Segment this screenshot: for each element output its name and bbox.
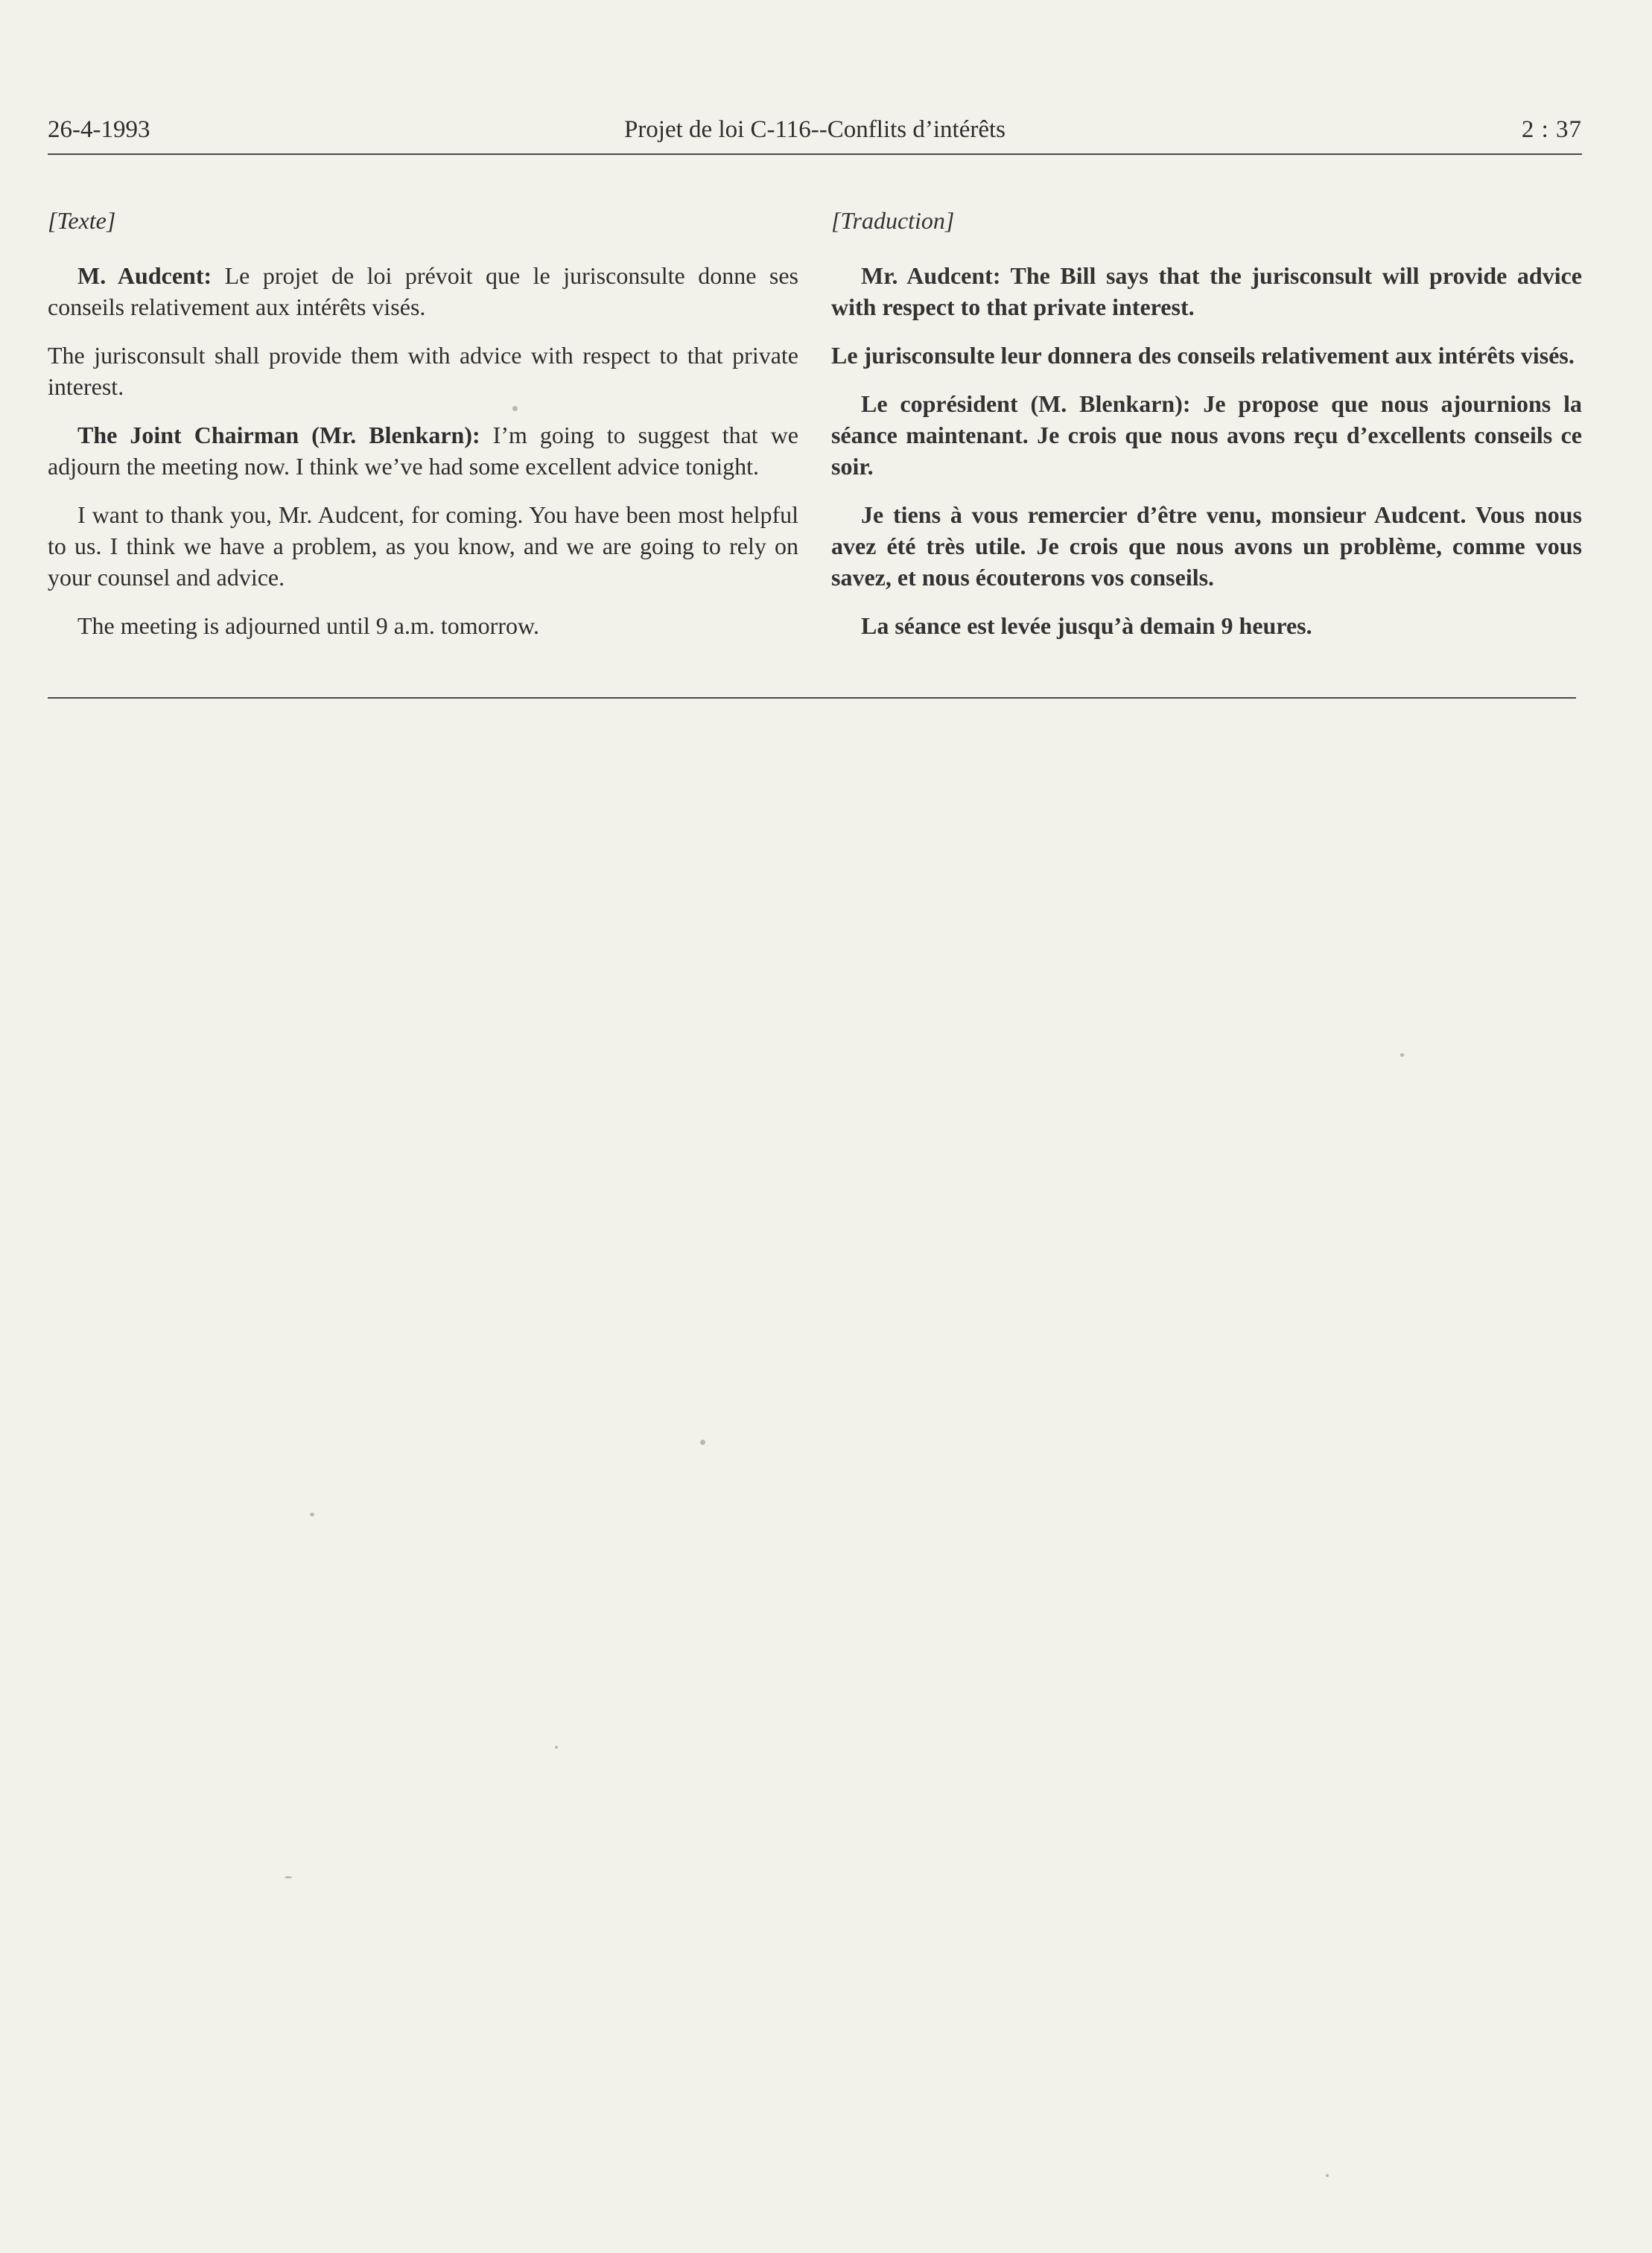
paragraph-text: The Bill says that the jurisconsult will provide advice with respect to that private interest. <box>831 262 1583 320</box>
paragraph-text: The jurisconsult shall provide them with advice with respect to that private interest. <box>48 342 798 400</box>
paragraph <box>48 610 798 641</box>
paragraph <box>831 340 1582 371</box>
paragraph <box>48 260 798 322</box>
paragraph <box>831 610 1582 641</box>
scan-speck <box>1326 2174 1329 2177</box>
header-date: 26-4-1993 <box>48 116 150 143</box>
speaker-name: Mr. Audcent: <box>861 262 1001 289</box>
paragraph-text: Je propose que nous ajournions la séance maintenant. Je crois que nous avons reçu d’excellents conseils ce soir. <box>831 390 1582 480</box>
paragraph <box>48 340 798 402</box>
right-column-translation-text <box>831 205 1582 658</box>
paragraph <box>831 260 1582 322</box>
paragraph <box>831 499 1582 593</box>
section-label-traduction: [Traduction] <box>831 207 955 234</box>
end-of-text-rule <box>48 697 1576 699</box>
left-column-english-french-text <box>48 205 798 658</box>
scan-speck <box>512 406 518 411</box>
scan-speck <box>700 1440 705 1445</box>
paragraph-text: Le projet de loi prévoit que le jurisconsulte donne ses conseils relativement aux intérêts visés. <box>48 262 799 320</box>
speaker-name: M. Audcent: <box>77 262 212 289</box>
header-rule <box>48 153 1582 155</box>
speaker-name: The Joint Chairman (Mr. Blenkarn): <box>77 422 480 448</box>
scan-speck <box>285 1876 292 1878</box>
section-label-texte: [Texte] <box>48 207 116 234</box>
page-header <box>48 110 1582 149</box>
paragraph-text: I’m going to suggest that we adjourn the meeting now. I think we’ve had some excellent advice tonight. <box>48 422 799 480</box>
paragraph <box>48 499 798 593</box>
scan-speck <box>310 1513 314 1516</box>
paragraph-text: The meeting is adjourned until 9 a.m. tomorrow. <box>77 612 540 639</box>
paragraph-text: I want to thank you, Mr. Audcent, for coming. You have been most helpful to us. I think we have a problem, as you know, and we are going to rely on your counsel and advice. <box>48 501 798 591</box>
paragraph-text: La séance est levée jusqu’à demain 9 heures. <box>861 612 1312 639</box>
scan-speck <box>555 1746 558 1749</box>
paragraph-text: Le jurisconsulte leur donnera des conseils relativement aux intérêts visés. <box>831 342 1575 369</box>
header-title: Projet de loi C-116--Conflits d’intérêts <box>623 116 1006 143</box>
paragraph-text: Je tiens à vous remercier d’être venu, monsieur Audcent. Vous nous avez été très utile. Je crois que nous avons un problème, comme vous savez, et nous écouterons vos conseils. <box>831 501 1582 591</box>
scan-speck <box>1400 1053 1404 1057</box>
speaker-name: Le coprésident (M. Blenkarn): <box>861 390 1191 417</box>
header-page-number: 2 : 37 <box>1521 116 1582 143</box>
paragraph <box>48 419 798 482</box>
paragraph <box>831 388 1582 482</box>
